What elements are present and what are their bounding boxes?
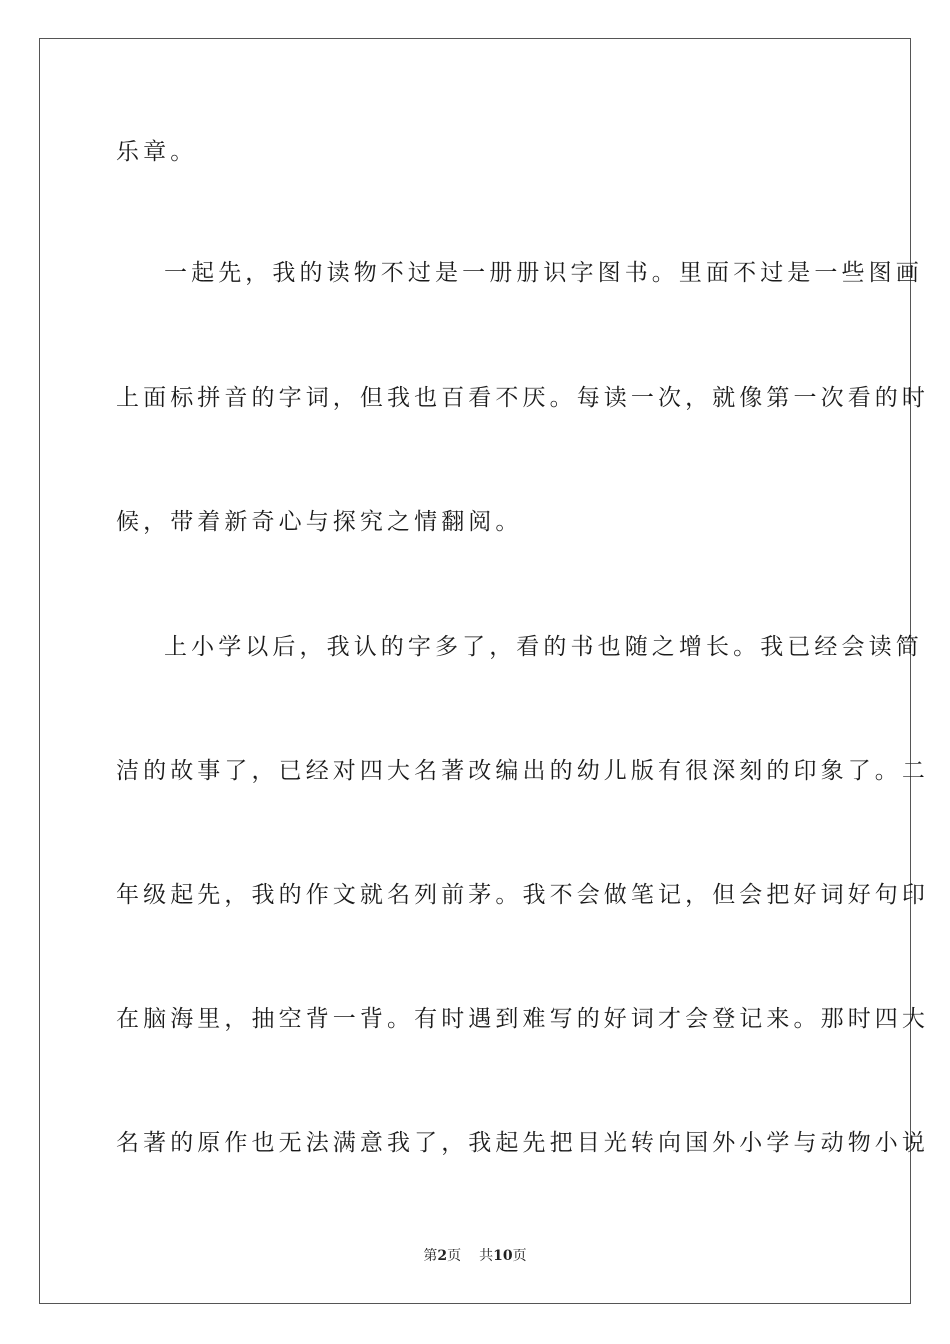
text-line: 名著的原作也无法满意我了，我起先把目光转向国外小学与动物小说 — [116, 1130, 929, 1156]
text-line: 在脑海里，抽空背一背。有时遇到难写的好词才会登记来。那时四大 — [116, 1006, 929, 1032]
text-line: 乐章。 — [116, 139, 198, 165]
paragraph-start-line: 上小学以后，我认的字多了，看的书也随之增长。我已经会读简 — [164, 634, 923, 660]
page-border — [39, 38, 911, 1304]
text-line: 上面标拼音的字词，但我也百看不厌。每读一次，就像第一次看的时 — [116, 385, 929, 411]
paragraph-start-line: 一起先，我的读物不过是一册册识字图书。里面不过是一些图画 — [164, 260, 923, 286]
total-suffix: 页 — [512, 1248, 527, 1264]
page-suffix: 页 — [447, 1248, 462, 1264]
page-footer — [0, 1247, 950, 1265]
text-line: 洁的故事了，已经对四大名著改编出的幼儿版有很深刻的印象了。二 — [116, 758, 929, 784]
total-pages: 10 — [493, 1248, 513, 1264]
page-number: 2 — [437, 1248, 448, 1264]
text-line: 年级起先，我的作文就名列前茅。我不会做笔记，但会把好词好句印 — [116, 882, 929, 908]
text-line: 候，带着新奇心与探究之情翻阅。 — [116, 509, 523, 535]
total-prefix: 共 — [479, 1248, 494, 1264]
page-prefix: 第 — [423, 1248, 438, 1264]
